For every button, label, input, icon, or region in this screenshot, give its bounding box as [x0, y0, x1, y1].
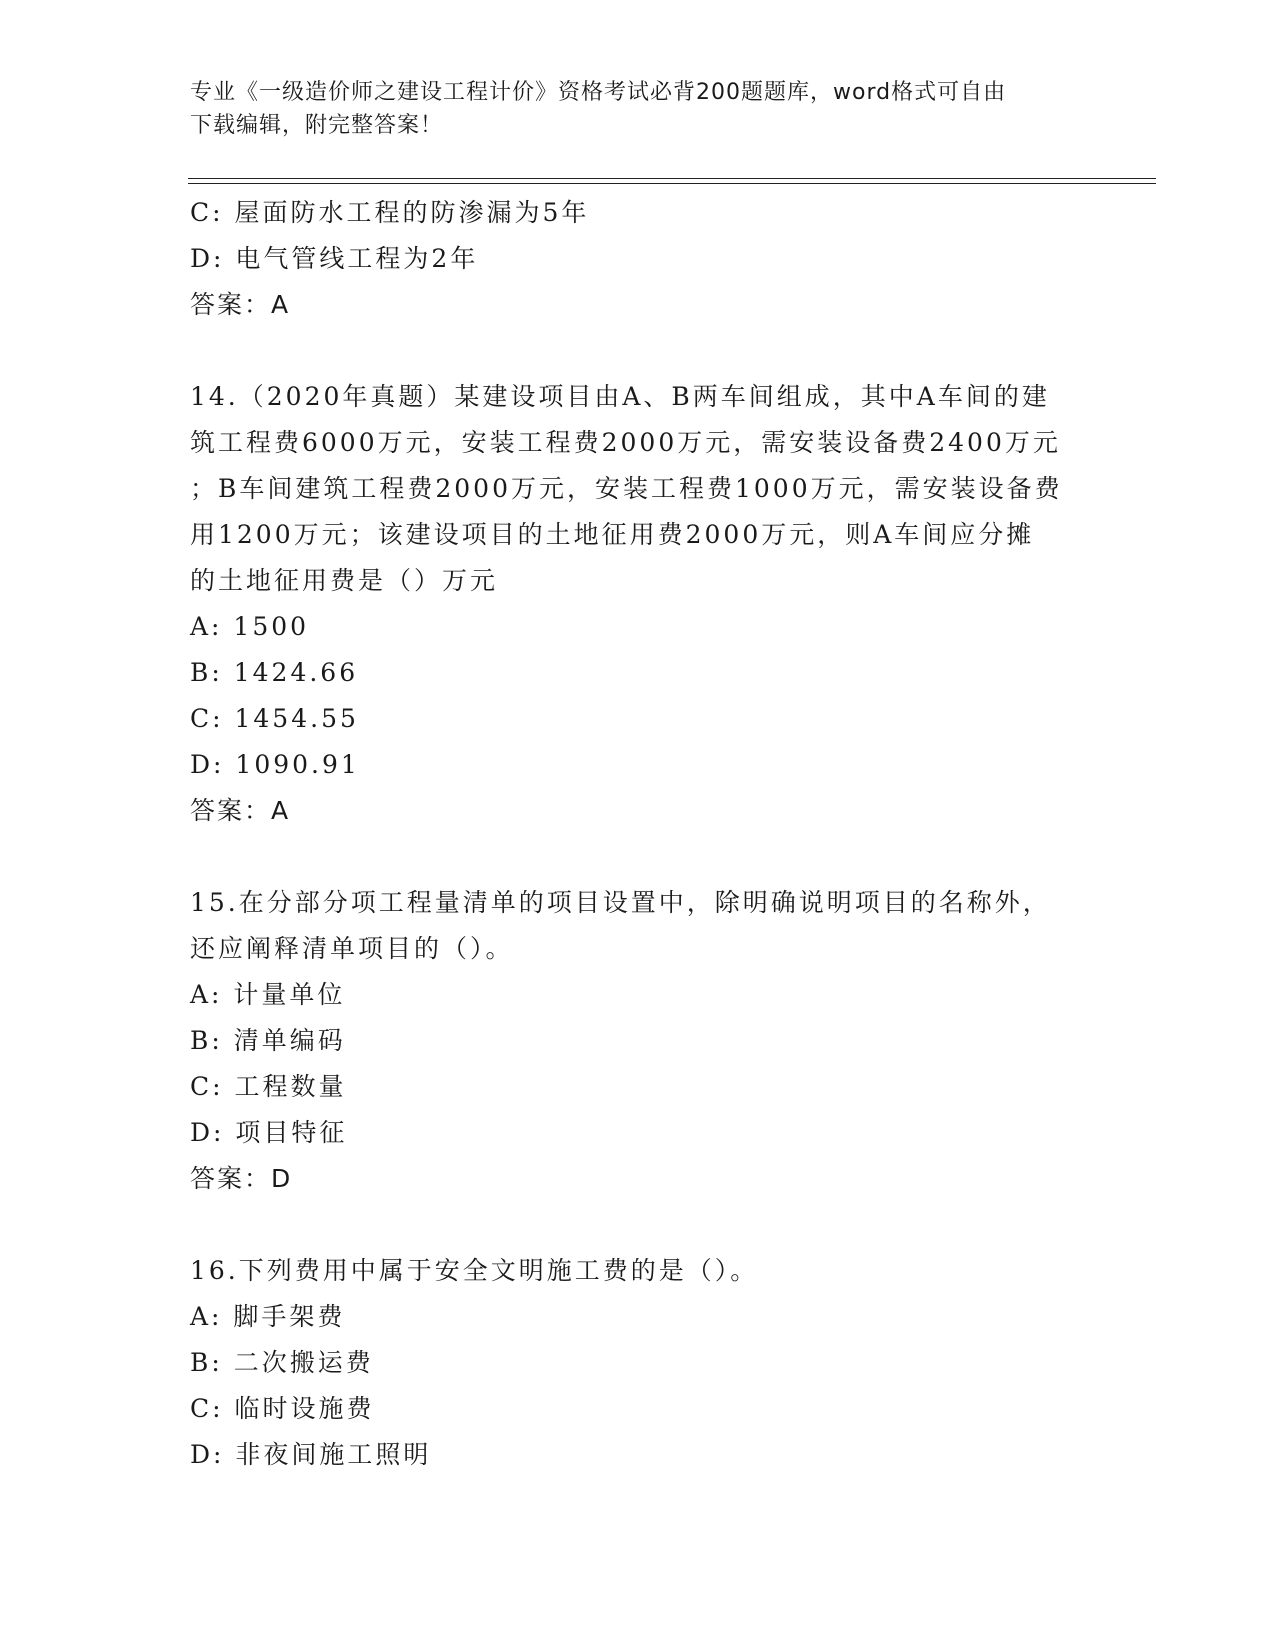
question-content: [190, 190, 1080, 1478]
option-c: C: 临时设施费: [190, 1394, 375, 1423]
question-stem-line: 14.（2020年真题）某建设项目由A、B两车间组成，其中A车间的建: [190, 382, 1050, 411]
question-stem-line: 用1200万元；该建设项目的土地征用费2000万元，则A车间应分摊: [190, 520, 1035, 549]
answer-line: 答案：A: [190, 796, 291, 825]
spacer: [190, 834, 1080, 880]
question-stem-line: 16.下列费用中属于安全文明施工费的是（）。: [190, 1256, 759, 1285]
option-d: D: 电气管线工程为2年: [190, 244, 479, 273]
document-header: [190, 76, 1070, 142]
option-b: B: 清单编码: [190, 1026, 346, 1055]
question-stem-line: ；B车间建筑工程费2000万元，安装工程费1000万元，需安装设备费: [190, 474, 1063, 503]
option-c: C: 工程数量: [190, 1072, 347, 1101]
option-a: A: 脚手架费: [190, 1302, 346, 1331]
question-stem-line: 15.在分部分项工程量清单的项目设置中，除明确说明项目的名称外，: [190, 888, 1051, 917]
option-d: D: 非夜间施工照明: [190, 1440, 432, 1469]
option-c: C: 1454.55: [190, 704, 359, 733]
header-line-2: 下载编辑，附完整答案！: [190, 113, 444, 138]
answer-line: 答案：D: [190, 1164, 293, 1193]
question-13-tail: [190, 190, 1080, 328]
option-c: C: 屋面防水工程的防渗漏为5年: [190, 198, 590, 227]
option-a: A: 计量单位: [190, 980, 346, 1009]
option-b: B: 二次搬运费: [190, 1348, 374, 1377]
question-16: [190, 1248, 1080, 1478]
option-d: D: 项目特征: [190, 1118, 348, 1147]
header-line-1: 专业《一级造价师之建设工程计价》资格考试必背200题题库，word格式可自由: [190, 80, 1007, 105]
spacer: [190, 1202, 1080, 1248]
option-a: A: 1500: [190, 612, 310, 641]
answer-line: 答案：A: [190, 290, 291, 319]
option-d: D: 1090.91: [190, 750, 360, 779]
question-15: [190, 880, 1080, 1202]
spacer: [190, 328, 1080, 374]
question-stem-line: 的土地征用费是（）万元: [190, 566, 499, 595]
header-divider-bottom: [188, 183, 1156, 184]
question-stem-line: 还应阐释清单项目的（）。: [190, 934, 514, 963]
question-stem-line: 筑工程费6000万元，安装工程费2000万元，需安装设备费2400万元: [190, 428, 1061, 457]
question-14: [190, 374, 1080, 834]
option-b: B: 1424.66: [190, 658, 359, 687]
header-divider-top: [188, 178, 1156, 179]
